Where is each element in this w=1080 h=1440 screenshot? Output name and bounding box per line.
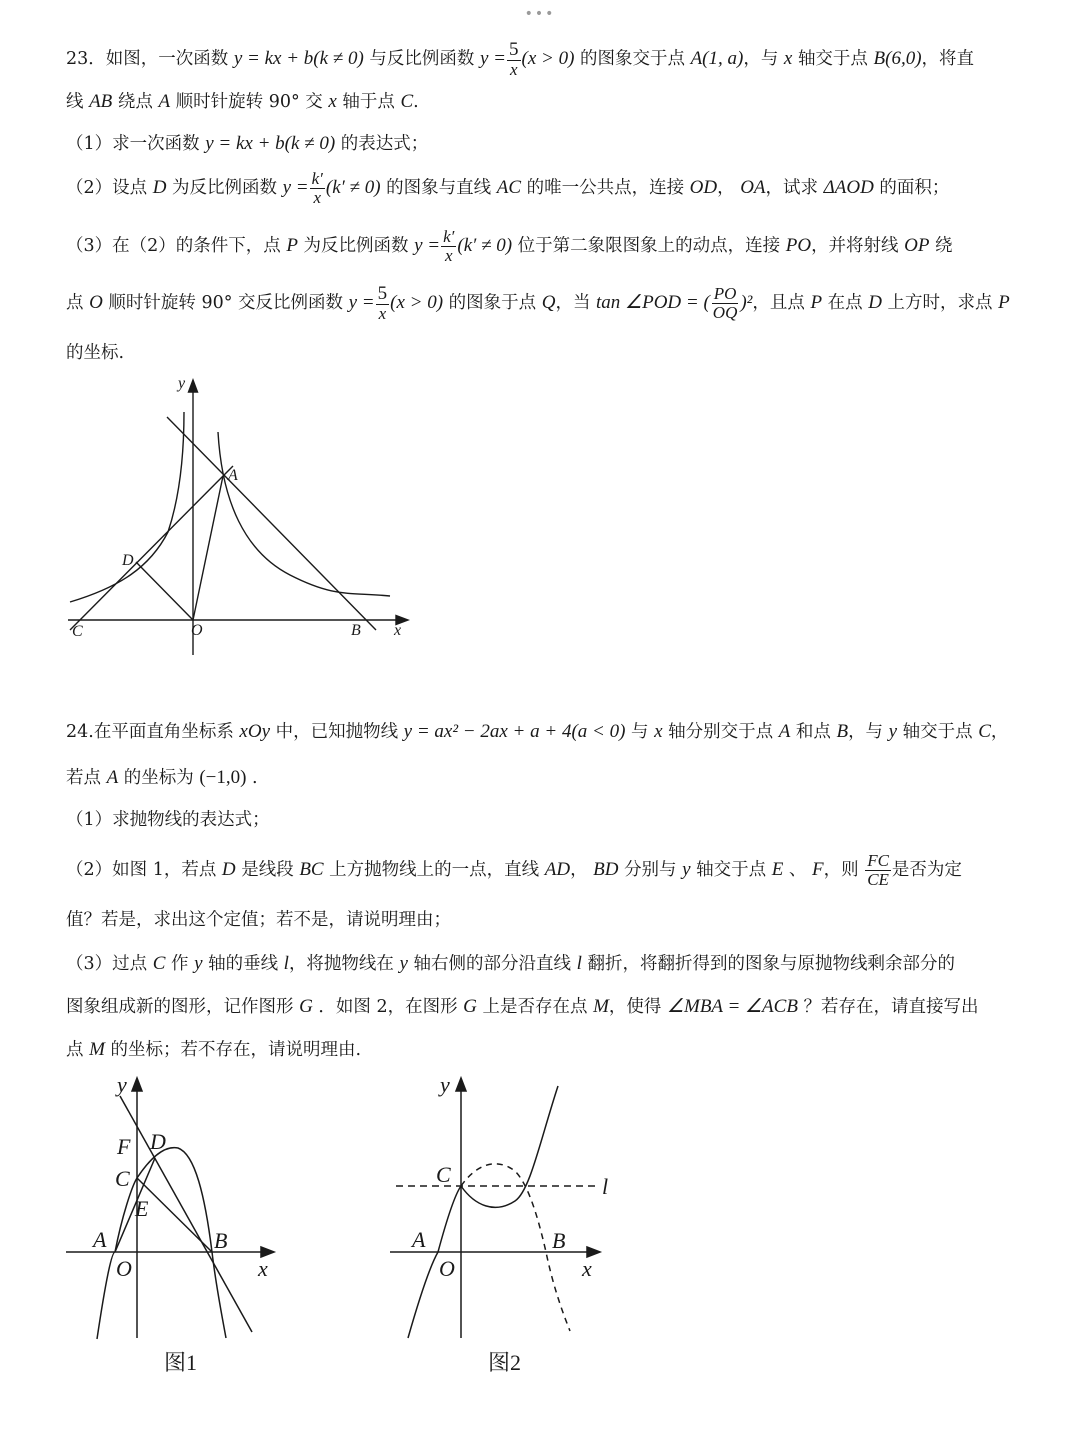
text: 上是否存在点 — [482, 997, 588, 1017]
variable: PO — [785, 234, 812, 256]
point-A-label: A — [412, 1227, 426, 1252]
variable: y — [682, 858, 691, 880]
variable: E — [771, 858, 784, 880]
text: 绕 — [935, 235, 953, 256]
variable: ΔAOD — [823, 176, 874, 198]
line-AB — [167, 417, 376, 630]
variable: xOy — [239, 721, 271, 742]
variable: C — [152, 953, 166, 974]
point-E-label: E — [135, 1196, 149, 1221]
variable: C — [400, 91, 414, 112]
figure-2-caption: 图2 — [488, 1350, 522, 1375]
fraction-denominator: CE — [867, 869, 889, 889]
text: ．如图 2，在图形 — [318, 997, 458, 1017]
formula: tan ∠POD = ( — [596, 291, 710, 313]
fraction-denominator: x — [313, 187, 322, 207]
formula: (k′ ≠ 0) — [325, 176, 381, 198]
text: （3）过点 — [66, 954, 148, 974]
q23-line-6 — [66, 284, 1010, 323]
y-axis-arrow — [456, 1078, 466, 1091]
formula: y = kx + b(k ≠ 0) — [233, 47, 364, 69]
y-axis-arrow — [189, 380, 198, 392]
formula: )² — [740, 291, 753, 313]
variable: O — [89, 291, 103, 313]
fraction-denominator: x — [445, 245, 453, 265]
window-drag-indicator[interactable]: ••• — [524, 6, 556, 22]
text: 与反比例函数 — [369, 48, 475, 69]
point-A-label: A — [228, 467, 238, 484]
variable: AD — [544, 858, 571, 880]
y-axis-label: y — [178, 375, 186, 392]
text: 绕点 — [117, 92, 153, 112]
text: ，并将射线 — [811, 235, 899, 256]
text: 作 — [170, 954, 189, 974]
variable: G — [299, 996, 313, 1017]
variable: D — [221, 858, 236, 880]
text: ？若存在，请直接写出 — [803, 997, 979, 1017]
fraction-numerator: FC — [867, 851, 889, 870]
text: （1）求抛物线的表达式； — [66, 810, 270, 830]
text: 轴交于点 — [902, 722, 973, 742]
text: ，且点 — [752, 292, 805, 313]
text: 的图象与直线 — [386, 177, 492, 198]
point-D-label: D — [150, 1129, 166, 1154]
variable: M — [593, 996, 609, 1017]
text: . — [413, 92, 419, 112]
variable: y — [194, 953, 203, 974]
text: . — [252, 768, 258, 788]
point-label: B(6,0) — [873, 47, 922, 69]
text: 与 — [631, 722, 649, 742]
x-axis-label: x — [394, 622, 402, 639]
q24-line-6 — [66, 954, 955, 974]
variable: l — [283, 953, 289, 974]
figure-1-caption: 图1 — [164, 1350, 198, 1375]
text: 点 — [66, 1040, 84, 1060]
q23-line-5 — [66, 228, 953, 265]
variable: A — [158, 91, 171, 112]
point-label: A(1, a) — [690, 47, 744, 69]
variable: P — [286, 234, 298, 256]
text: 的坐标为 — [123, 768, 194, 788]
question-number: 23． — [66, 48, 106, 69]
point-B-label: B — [351, 622, 361, 639]
text: 值？若是，求出这个定值；若不是，请说明理由； — [66, 910, 451, 930]
q24-line-8 — [66, 1040, 361, 1060]
variable: OD — [689, 176, 718, 198]
point-O-label: O — [116, 1256, 132, 1281]
formula: (k′ ≠ 0) — [457, 234, 513, 256]
point-A-label: A — [93, 1227, 107, 1252]
fraction — [441, 228, 456, 265]
variable: l — [576, 953, 582, 974]
formula: (x > 0) — [521, 47, 575, 69]
q23-line-2 — [66, 92, 419, 112]
text: 分别与 — [624, 859, 677, 880]
text: 的面积； — [879, 177, 950, 198]
text: 的图象于点 — [448, 292, 537, 313]
text: ，与 — [848, 722, 884, 742]
fraction — [507, 40, 521, 79]
variable: D — [868, 291, 882, 313]
text: 顺时针旋转 90° 交反比例函数 — [108, 292, 344, 313]
q23-line-3 — [66, 134, 428, 154]
fraction — [865, 852, 891, 889]
text: ， — [717, 177, 735, 198]
text: 在点 — [827, 292, 863, 313]
fraction — [376, 284, 390, 323]
formula: y = — [348, 291, 375, 313]
q24-line-7 — [66, 997, 979, 1017]
text: 轴的垂线 — [208, 954, 279, 974]
text: ，使得 — [608, 997, 662, 1017]
y-axis-label: y — [440, 1072, 450, 1097]
point-C-label: C — [115, 1166, 130, 1191]
fraction-denominator: OQ — [712, 302, 738, 322]
segment-OD — [136, 562, 193, 620]
text: 点 — [66, 292, 84, 313]
variable: C — [978, 721, 991, 742]
variable: BC — [299, 858, 324, 880]
formula: y = — [414, 234, 441, 256]
text: 的坐标；若不存在，请说明理由. — [110, 1040, 362, 1060]
formula: y = ax² − 2ax + a + 4(a < 0) — [403, 721, 626, 742]
point-B-label: B — [552, 1228, 566, 1253]
text: ，试求 — [765, 177, 819, 198]
formula: y = kx + b(k ≠ 0) — [205, 133, 336, 154]
y-axis-arrow — [132, 1078, 142, 1091]
formula: y = — [479, 47, 506, 69]
variable: A — [778, 721, 791, 742]
text: 轴于点 — [342, 92, 395, 112]
variable: BD — [593, 858, 619, 880]
point-F-label: F — [117, 1134, 131, 1159]
q23-figure — [60, 372, 420, 662]
text: （2）如图 1，若点 — [66, 859, 217, 880]
text: 轴右侧的部分沿直线 — [413, 954, 572, 974]
point-O-label: O — [191, 622, 203, 639]
x-axis-label: x — [582, 1256, 592, 1281]
text: 轴交于点 — [696, 859, 767, 880]
variable: AC — [496, 176, 521, 198]
point-C-label: C — [436, 1162, 451, 1187]
text: （3）在（2）的条件下，点 — [66, 235, 281, 256]
fraction-denominator: x — [378, 303, 387, 323]
point-B-label: B — [214, 1228, 228, 1253]
text: 和点 — [795, 722, 831, 742]
text: 轴分别交于点 — [668, 722, 774, 742]
text: 的表达式； — [340, 134, 429, 154]
formula: ∠MBA = ∠ACB — [666, 996, 798, 1017]
variable: P — [810, 291, 823, 313]
q24-line-1 — [66, 722, 1008, 742]
fraction — [711, 285, 740, 322]
text: 图象组成新的图形，记作图形 — [66, 997, 294, 1017]
q23-line-1 — [66, 40, 974, 79]
point-C-label: C — [72, 623, 83, 640]
text: ，将直 — [921, 48, 975, 69]
text: 为反比例函数 — [172, 177, 278, 198]
fraction-numerator: k′ — [311, 169, 323, 188]
q24-line-2 — [66, 768, 258, 788]
variable: D — [152, 176, 167, 198]
formula: (x > 0) — [390, 291, 444, 313]
formula: y = — [282, 176, 309, 198]
q23-line-7 — [66, 345, 124, 363]
text: （2）设点 — [66, 177, 148, 198]
text: 的唯一公共点，连接 — [526, 177, 685, 198]
variable: Q — [541, 291, 556, 313]
variable: x — [328, 91, 337, 112]
text: ，将抛物线在 — [288, 954, 394, 974]
text: 中，已知抛物线 — [275, 722, 399, 742]
text: 的坐标. — [66, 343, 125, 363]
fraction-numerator: k′ — [443, 227, 455, 246]
segment-OA — [193, 476, 223, 620]
text: 线 — [66, 92, 84, 112]
q24-figure-2 — [380, 1066, 640, 1386]
variable: OA — [740, 176, 766, 198]
point-D-label: D — [122, 552, 134, 569]
variable: M — [89, 1039, 105, 1060]
q24-line-5 — [66, 912, 451, 930]
text: 若点 — [66, 768, 101, 788]
folded-curve — [461, 1086, 558, 1207]
text: （1）求一次函数 — [66, 134, 200, 154]
q24-figure-1 — [60, 1066, 300, 1386]
text: 轴交于点 — [797, 48, 868, 69]
variable: y — [399, 953, 408, 974]
text: 是线段 — [241, 859, 294, 880]
text: ，则 — [823, 859, 859, 880]
q24-line-4 — [66, 852, 962, 889]
text: 上方时，求点 — [887, 292, 993, 313]
variable: G — [463, 996, 477, 1017]
point-O-label: O — [439, 1256, 455, 1281]
variable: OP — [904, 234, 930, 256]
text: 位于第二象限图象上的动点，连接 — [517, 235, 781, 256]
variable: A — [106, 767, 119, 788]
text: 是否为定 — [891, 859, 962, 880]
fraction-numerator: 5 — [509, 39, 519, 60]
hyperbola-right — [218, 432, 390, 596]
fraction-numerator: 5 — [377, 283, 388, 304]
text: 如图，一次函数 — [105, 48, 229, 69]
variable: AB — [89, 91, 113, 112]
variable: B — [836, 721, 849, 742]
text: 顺时针旋转 90° 交 — [175, 92, 323, 112]
x-axis-label: x — [258, 1256, 268, 1281]
text: ，当 — [555, 292, 591, 313]
text: 的图象交于点 — [580, 48, 685, 69]
text: 在平面直角坐标系 — [93, 722, 234, 742]
fraction — [310, 170, 325, 207]
text: 翻折，将翻折得到的图象与原抛物线剩余部分的 — [587, 954, 955, 974]
line-l-label: l — [602, 1174, 609, 1199]
q24-line-3 — [66, 812, 270, 830]
fraction-denominator: x — [509, 59, 518, 79]
variable: F — [812, 858, 824, 880]
text: ， — [570, 859, 588, 880]
y-axis-label: y — [117, 1072, 127, 1097]
q23-line-4 — [66, 170, 949, 207]
text: ， — [990, 722, 1009, 742]
text: 为反比例函数 — [303, 235, 409, 256]
text: ，与 — [743, 48, 779, 69]
variable: x — [783, 47, 793, 69]
variable: y — [888, 721, 898, 742]
question-number: 24. — [66, 722, 94, 742]
coordinate: (−1,0) — [199, 767, 247, 788]
variable: P — [998, 291, 1010, 313]
fraction-numerator: PO — [713, 284, 737, 304]
text: 上方抛物线上的一点，直线 — [329, 859, 540, 880]
variable: x — [654, 721, 663, 742]
text: 、 — [788, 859, 807, 880]
